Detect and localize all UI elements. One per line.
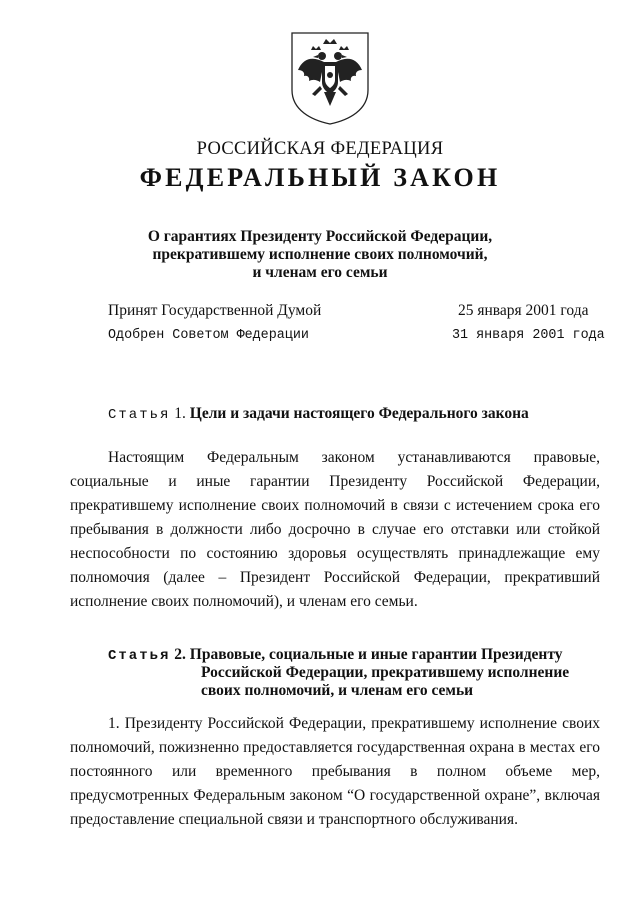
article-word: Статья [108,648,171,664]
article-number: 2. [174,646,186,663]
adopted-duma-date: 25 января 2001 года [458,302,589,319]
approved-council-label: Одобрен Советом Федерации [108,328,309,343]
law-title [120,228,520,282]
article-number: 1. [174,405,186,422]
article-1-heading [108,405,529,424]
article-title: Цели и задачи настоящего Федерального закона [189,405,529,422]
article-title-line: своих полномочий, и членам его семьи [201,682,474,699]
law-title-line: О гарантиях Президенту Российской Федерации, [147,228,493,245]
article-word: Статья [108,407,171,423]
article-1-text: Настоящим Федеральным законом устанавливаются правовые, социальные и иные гарантии Президенту Российской Федерации, прекратившему исполнение своих полномочий в связи с истечением срока его пребывания в должности либо досрочно в случае его отставки или стойкой неспособности по состоянию здоровья осуществлять принадлежащие ему полномочия (далее – Президент Российской Федерации, прекративший исполнение своих полномочий), и членам его семьи. [70,449,600,610]
article-2-text: 1. Президенту Российской Федерации, прекратившему исполнение своих полномочий, пожизненно предоставляется государственная охрана в местах его постоянного или временного пребывания в полном объеме мер, предусмотренных Федеральным законом “О государственной охране”, включая предоставление специальной связи и транспортного обслуживания. [70,715,600,828]
approved-council-date: 31 января 2001 года [452,328,605,343]
law-type-heading: ФЕДЕРАЛЬНЫЙ ЗАКОН [139,163,501,192]
article-title: Правовые, социальные и иные гарантии Президенту [189,646,563,663]
country-heading: РОССИЙСКАЯ ФЕДЕРАЦИЯ [196,139,444,159]
article-2-heading [108,646,563,665]
article-title-line: Российской Федерации, прекратившему исполнение [201,664,570,681]
law-title-line: прекратившему исполнение своих полномочий, [152,246,488,263]
law-title-line: и членам его семьи [252,264,388,281]
coat-of-arms-icon [289,30,371,126]
adopted-duma-label: Принят Государственной Думой [108,302,322,319]
